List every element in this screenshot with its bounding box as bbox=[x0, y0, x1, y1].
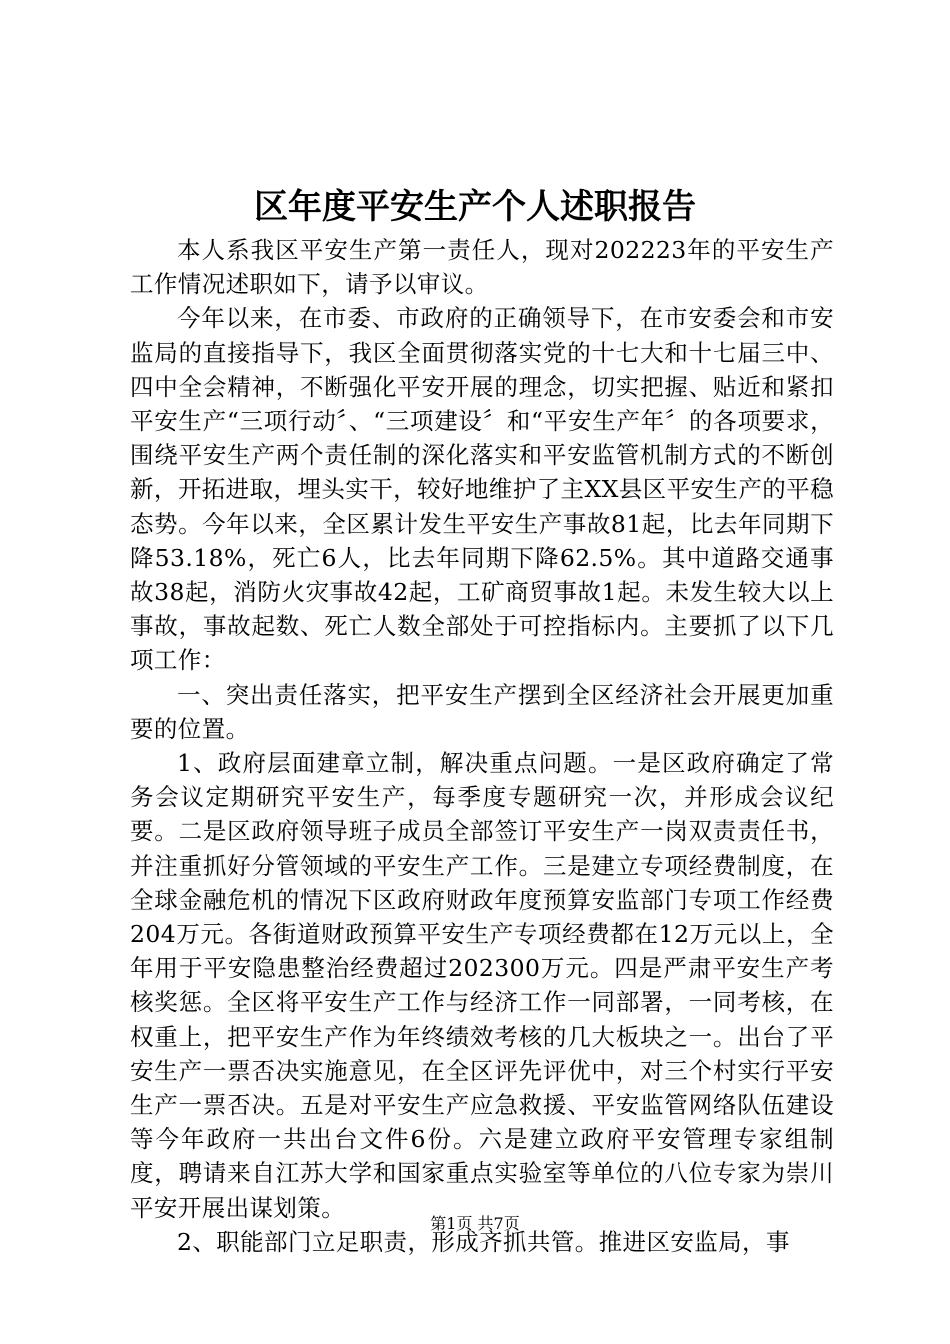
paragraph-overview: 今年以来，在市委、市政府的正确领导下，在市安委会和市安监局的直接指导下，我区全面贯彻落实党的十七大和十七届三中、四中全会精神，不断强化平安开展的理念，切实把握、贴近和紧扣平安生产“三项行动〞、“三项建设〞和“平安生产年〞的各项要求，围绕平安生产两个责任制的深化落实和平安监管机制方式的不断创新，开拓进取，埋头实干，较好地维护了主XX县区平安生产的平稳态势。今年以来，全区累计发生平安生产事故81起，比去年同期下降53.18%，死亡6人，比去年同期下降62.5%。其中道路交通事故38起，消防火灾事故42起，工矿商贸事故1起。未发生较大以上事故，事故起数、死亡人数全部处于可控指标内。主要抓了以下几项工作： bbox=[130, 304, 834, 675]
document-title: 区年度平安生产个人述职报告 bbox=[254, 187, 696, 227]
paragraph-item-1: 1、政府层面建章立制，解决重点问题。一是区政府确定了常务会议定期研究平安生产，每季度专题研究一次，并形成会议纪要。二是区政府领导班子成员全部签订平安生产一岗双责责任书，并注重抓好分管领域的平安生产工作。三是建立专项经费制度，在全球金融危机的情况下区政府财政年度预算安监部门专项工作经费204万元。各街道财政预算平安生产专项经费都在12万元以上，全年用于平安隐患整治经费超过202300万元。四是严肃平安生产考核奖惩。全区将平安生产工作与经济工作一同部署，一同考核，在权重上，把平安生产作为年终绩效考核的几大板块之一。出台了平安生产一票否决实施意见，在全区评先评优中，对三个村实行平安生产一票否决。五是对平安生产应急救援、平安监管网络队伍建设等今年政府一共出台文件6份。六是建立政府平安管理专家组制度，聘请来自江苏大学和国家重点实验室等单位的八位专家为崇川平安开展出谋划策。 bbox=[130, 749, 834, 1222]
page-footer: 第1页 共7页 bbox=[430, 1214, 520, 1233]
paragraph-section-heading: 一、突出责任落实，把平安生产摆到全区经济社会开展更加重要的位置。 bbox=[130, 680, 834, 743]
paragraph-intro: 本人系我区平安生产第一责任人，现对202223年的平安生产工作情况述职如下，请予以审议。 bbox=[130, 236, 834, 299]
document-body bbox=[130, 233, 834, 1259]
paragraph-item-2: 2、职能部门立足职责，形成齐抓共管。推进区安监局，事 bbox=[177, 1227, 790, 1256]
